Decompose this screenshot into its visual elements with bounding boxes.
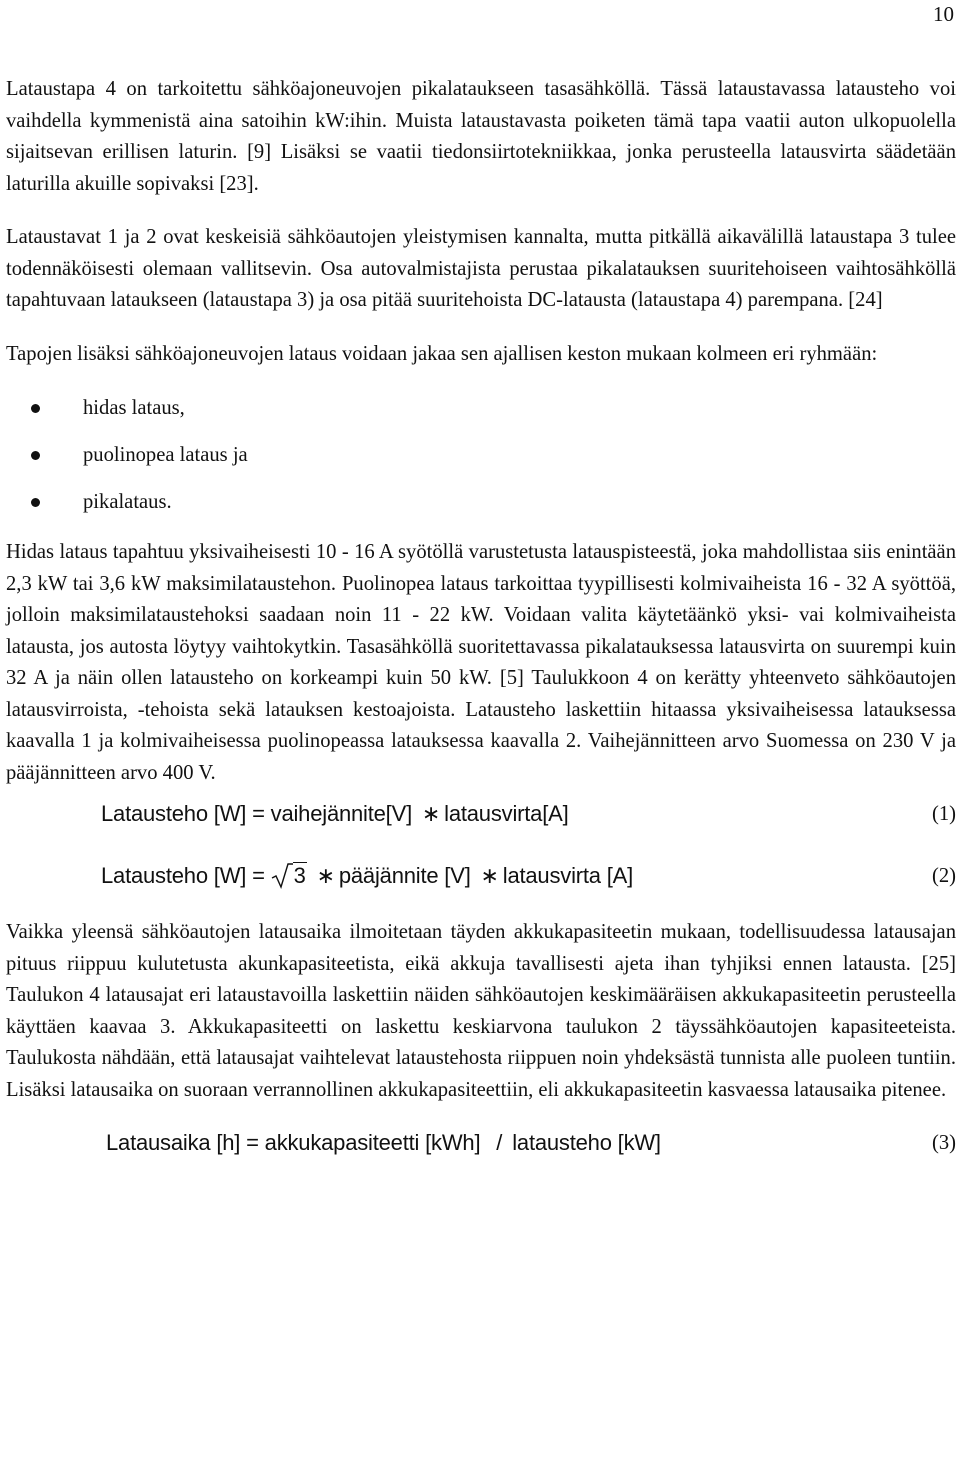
multiply-icon: ∗ (421, 801, 441, 826)
divide-icon: / (496, 1130, 503, 1155)
bullet-icon (31, 404, 40, 413)
equation-2-radicand: 3 (293, 863, 306, 888)
multiply-icon: ∗ (316, 863, 335, 888)
page-number: 10 (933, 2, 954, 26)
list-item (6, 490, 956, 514)
paragraph-ryhmat-intro: Tapojen lisäksi sähköajoneuvojen lataus voidaan jakaa sen ajallisen keston mukaan kolmeen eri ryhmään: (6, 342, 878, 365)
square-root-icon (271, 863, 293, 889)
list-item (6, 443, 956, 467)
charging-speed-list (6, 396, 956, 514)
equation-3-term: akkukapasiteetti [kWh] (264, 1130, 481, 1155)
list-item-label: pikalataus. (83, 491, 172, 513)
list-item-label: puolinopea lataus ja (83, 444, 248, 466)
list-item-label: hidas lataus, (83, 397, 185, 419)
equation-2-number: (2) (931, 865, 956, 887)
equation-2 (6, 859, 956, 903)
equation-3 (6, 1126, 956, 1170)
list-item (6, 396, 956, 420)
multiply-icon: ∗ (480, 863, 499, 888)
paragraph-latausaika: Vaikka yleensä sähköautojen latausaika ilmoitetaan täyden akkukapasiteetin mukaan, todellisuudessa latausajan pituus riippuu kulutetusta akunkapasiteetista, eikä akkuja tavallisesti ajeta ihan tyhjiksi ennen latausta. [25] Taulukon 4 latausajat eri lataustavoilla laskettiin näiden sähköautojen keskimääräisen akkukapasiteetin perusteella käyttäen kaavaa 3. Akkukapasiteetti on laskettu keskiarvona taulukon 2 täyssähköautojen kapasiteeteista. Taulukosta nähdään, että latausajat vaihtelevat lataustehosta riippuen noin yhdeksästä tunnista alle puoleen tuntiin. Lisäksi latausaika on suoraan verrannollinen akkukapasiteettiin, eli akkukapasiteetin kasvaessa latausaika pitenee. (6, 921, 956, 1101)
equation-1-number: (1) (931, 803, 956, 825)
equation-2-term: latausvirta [A] (502, 863, 634, 888)
paragraph-lataustavat: Lataustavat 1 ja 2 ovat keskeisiä sähköautojen yleistymisen kannalta, mutta pitkällä aikavälillä lataustapa 3 tulee todennäköisesti olemaan vallitsevin. Osa autovalmistajista perustaa pikalatauksen suuritehoiseen vaihtosähköllä tapahtuvaan lataukseen (lataustapa 3) ja osa pitää suuritehoista DC-latausta (lataustapa 4) parempana. [24] (6, 226, 956, 311)
equation-2-term: pääjännite [V] (338, 863, 471, 888)
equation-1-term: vaihejännite[V] (270, 801, 412, 826)
bullet-icon (31, 451, 40, 460)
document-body (6, 74, 956, 1170)
equation-3-number: (3) (931, 1132, 956, 1154)
equation-1 (6, 797, 956, 841)
equation-3-term: latausteho [kW] (512, 1130, 661, 1155)
paragraph-latausnopeudet: Hidas lataus tapahtuu yksivaiheisesti 10 - 16 A syötöllä varustetusta latauspisteestä, joka mahdollistaa siis enintään 2,3 kW tai 3,6 kW maksimilataustehon. Puolinopea lataus tarkoittaa tyypillisesti kolmivaiheista 16 - 32 A syöttöä, jolloin maksimilataustehoksi saadaan noin 11 - 22 kW. Voidaan valita käytetäänkö yksi- vai kolmivaiheista latausta, jos autosta löytyy vaihtokytkin. Tasasähköllä suoritettavassa pikalatauksessa latausvirta on suurempi kuin 32 A ja näin ollen latausteho on korkeampi kuin 50 kW. [5] Taulukkoon 4 on kerätty yhteenveto sähköautojen latausvirroista, -tehoista sekä latauksen kestoajoista. Latausteho laskettiin hitaassa yksivaiheisessa latauksessa kaavalla 1 ja kolmivaiheisessa puolinopeassa latauksessa kaavalla 2. Vaihejännitteen arvo Suomessa on 230 V ja pääjännitteen arvo 400 V. (6, 541, 956, 784)
equation-1-body (101, 801, 569, 827)
equation-3-body (106, 1130, 661, 1156)
bullet-icon (31, 498, 40, 507)
paragraph-lataustapa-4: Lataustapa 4 on tarkoitettu sähköajoneuvojen pikalataukseen tasasähköllä. Tässä lataustavassa latausteho voi vaihdella kymmenistä aina satoihin kW:ihin. Muista lataustavasta poiketen tämä tapa vaatii auton ulkopuolella sijaitsevan erillisen laturin. [9] Lisäksi se vaatii tiedonsiirtotekniikkaa, jonka perusteella latausvirta säädetään laturilla akuille sopivaksi [23]. (6, 78, 956, 195)
equation-3-lhs: Latausaika [h] = (106, 1130, 259, 1155)
equation-1-lhs: Latausteho [W] = (101, 801, 265, 826)
equation-1-term: latausvirta[A] (444, 801, 569, 826)
equation-2-body (101, 863, 633, 889)
equation-2-lhs: Latausteho [W] = (101, 863, 265, 888)
